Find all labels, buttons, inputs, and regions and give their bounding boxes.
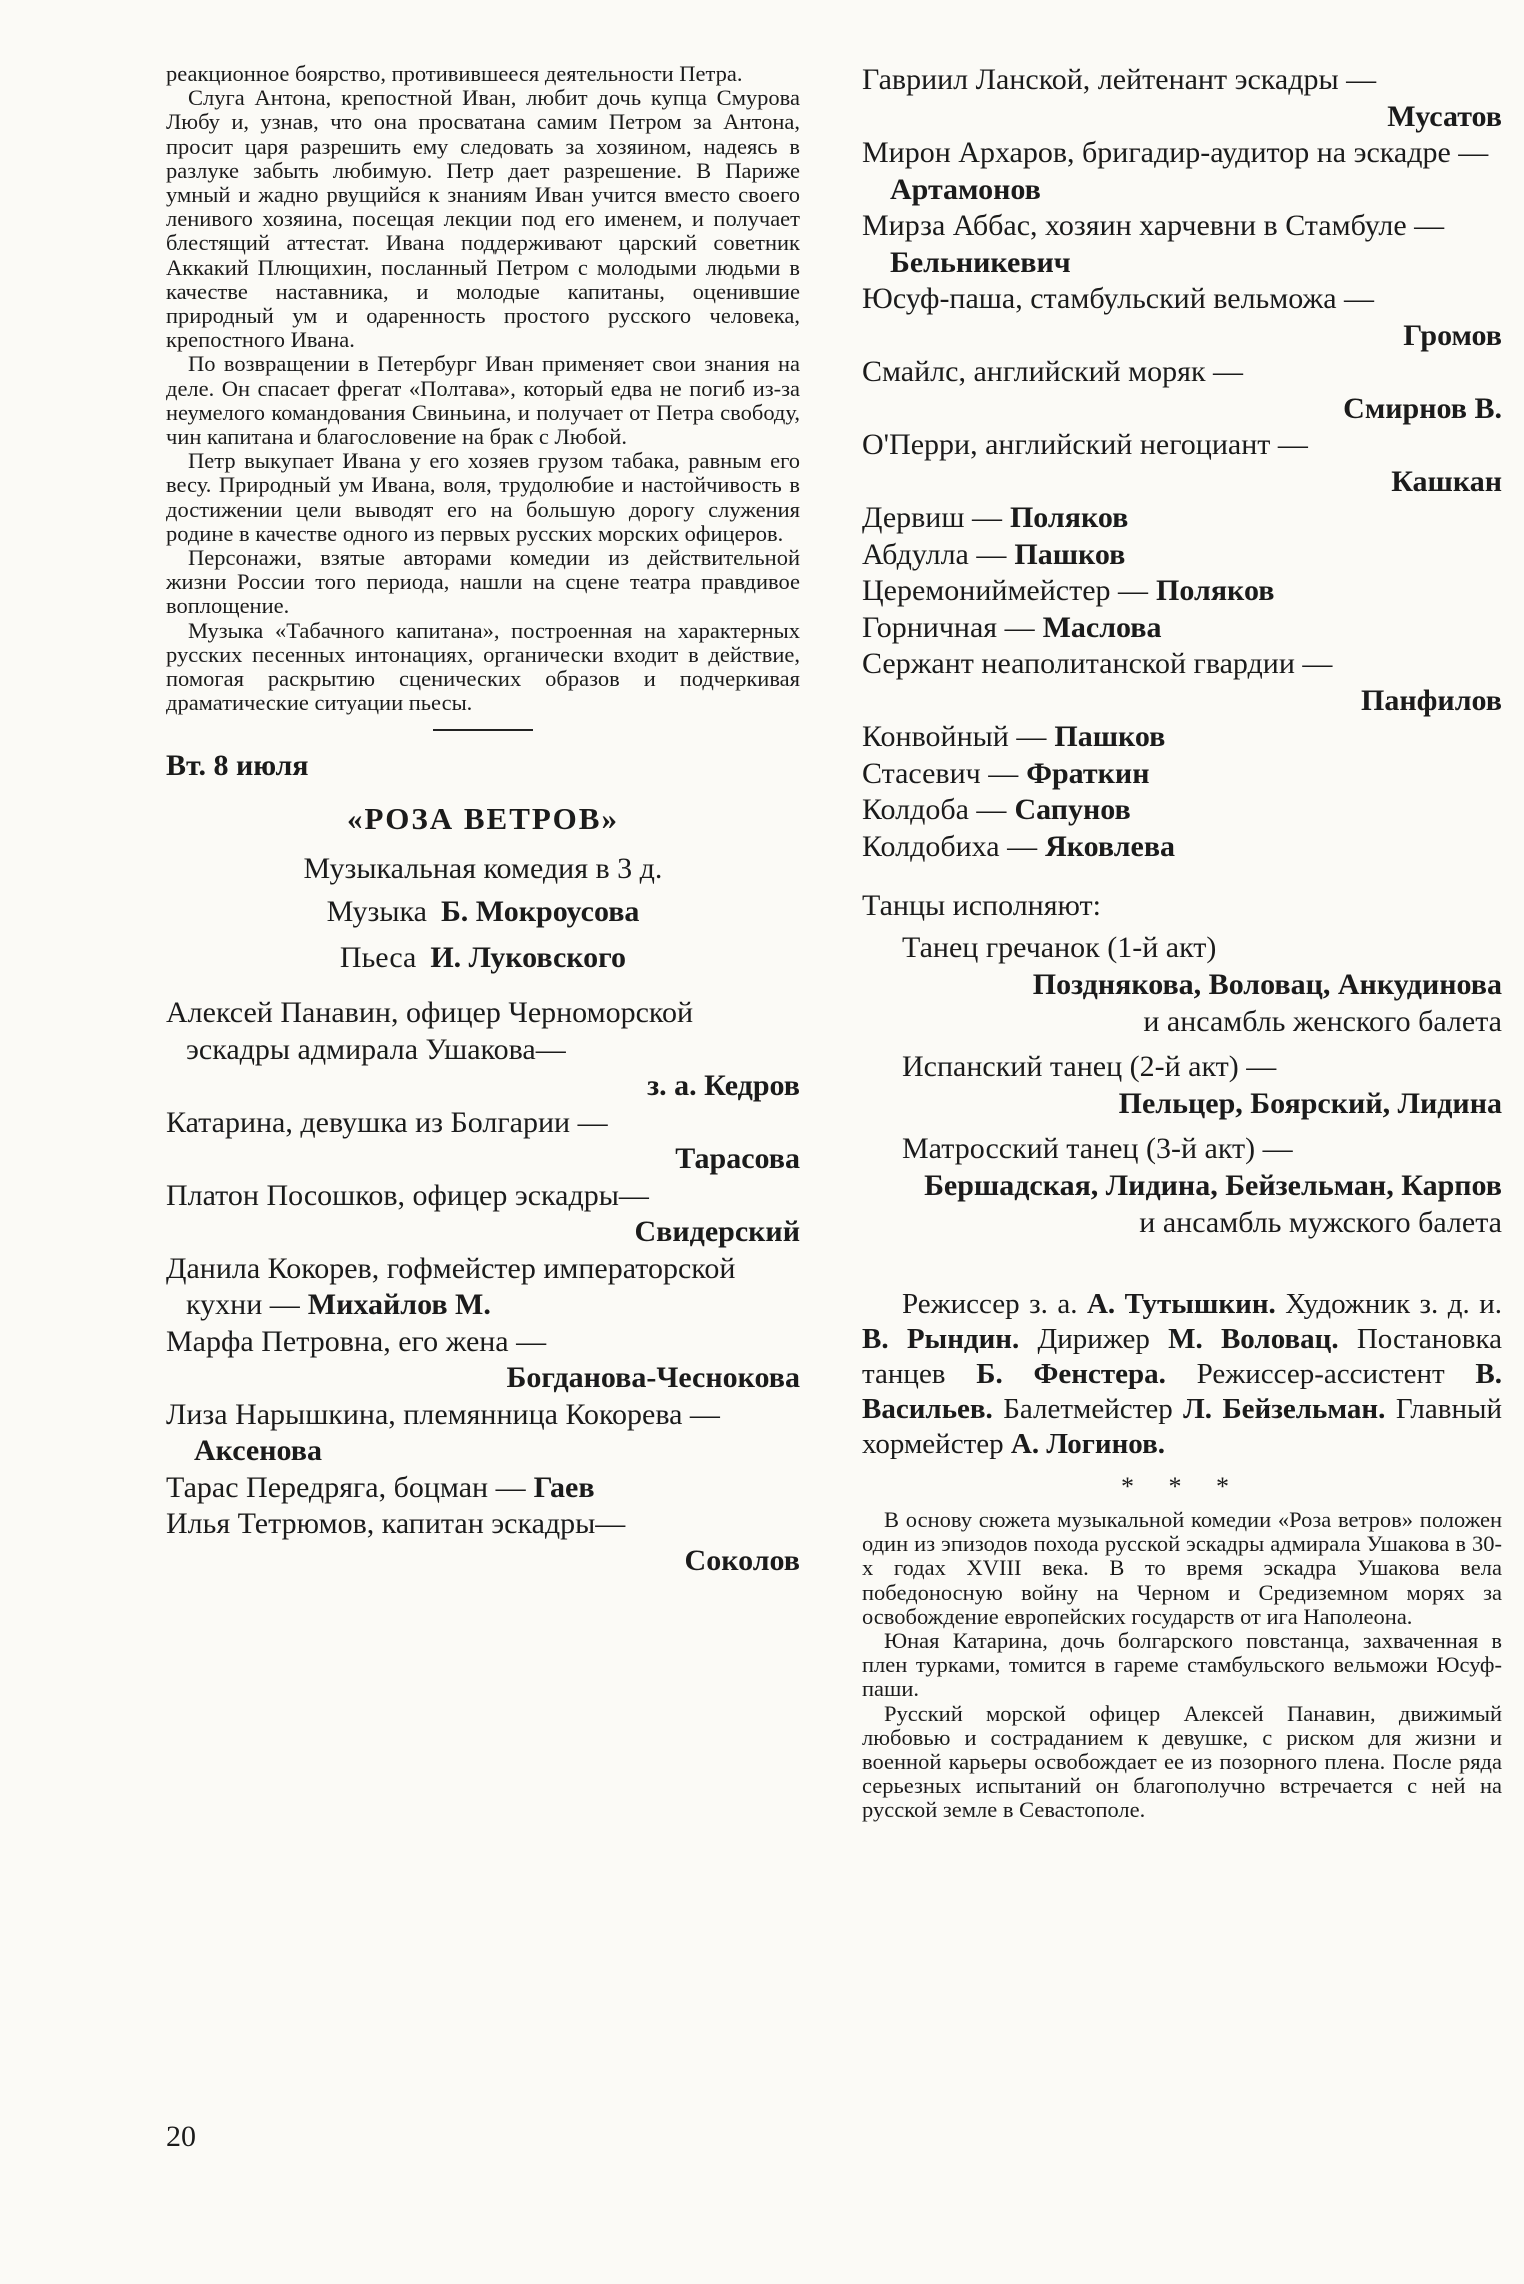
play-author: И. Луковского [430,941,627,975]
cast-role: Дервиш — Поляков [862,501,1129,534]
cast-entry [166,1178,800,1251]
cast-entry [862,719,1502,756]
cast-actor: Панфилов [1361,683,1502,717]
dance-performers: Бершадская, Лидина, Бейзельман, Карпов [924,1169,1502,1202]
synopsis-paragraph: реакционное боярство, противившееся деятельности Петра. [166,61,743,86]
cast-role: Алексей Панавин, офицер Черноморской эскадры адмирала Ушакова— [166,996,694,1066]
play-label: Пьеса [339,941,417,975]
cast-entry [166,995,800,1105]
cast-entry [862,208,1502,281]
cast-role: Тарас Передряга, боцман — Гаев [166,1470,595,1504]
crew-name: А. Логинов. [1010,1428,1165,1460]
music-label: Музыка [326,895,427,929]
cast-entry [862,573,1502,610]
left-column [166,62,800,1579]
crew-role: Постановка танцев [862,1323,1503,1390]
cast-role: Катарина, девушка из Болгарии — [166,1105,608,1139]
crew-role: Художник з. д. и. [1275,1288,1503,1320]
cast-role: Лиза Нарышкина, племянница Кокорева —Аксенова [166,1397,720,1468]
cast-actor: Маслова [1042,610,1162,644]
cast-actor: Фраткин [1026,756,1150,790]
cast-role: Юсуф-паша, стамбульский вельможа — [862,282,1375,315]
crew-name: В. Васильев. [862,1358,1502,1425]
cast-entry [862,354,1502,427]
crew-role: Режиссер-ассистент [1165,1358,1476,1390]
cast-actor: Аксенова [194,1434,322,1468]
cast-actor: Михайлов М. [307,1288,491,1322]
crew-role: Режиссер з. а. [902,1288,1087,1320]
cast-entry [166,1397,800,1470]
cast-entry [862,427,1502,500]
synopsis-paragraph: Петр выкупает Ивана у его хозяев грузом табака, равным его весу. Природный ум Ивана, воля, трудолюбие и настойчивость в достижении цели выводят его на большую дорогу служения родине в качестве одного из первых русских морских офицеров. [166,448,800,546]
cast-entry [862,500,1502,537]
synopsis-paragraph: По возвращении в Петербург Иван применяет свои знания на деле. Он спасает фрегат «Полтава», который едва не погиб из-за неумелого командования Свиньина, и получает от Петра свободу, чин капитана и благословение на брак с Любой. [166,351,800,450]
cast-entry [166,1105,800,1178]
section-separator: * * * [1121,1472,1243,1501]
cast-role: Марфа Петровна, его жена — [166,1324,547,1358]
cast-role: Мирза Аббас, хозяин харчевни в Стамбуле —Бельникевич [862,209,1445,279]
dance-title: Испанский танец (2-й акт) — [902,1050,1277,1083]
cast-role: Абдулла — Пашков [862,537,1126,571]
crew-name: В. Рындин. [862,1323,1020,1355]
cast-role: Сержант неаполитанской гвардии — [862,647,1333,680]
cast-actor: Громов [1403,318,1502,352]
cast-actor: Бельникевич [890,245,1071,279]
cast-actor: Артамонов [890,172,1041,206]
cast-role: Стасевич — Фраткин [862,756,1150,790]
cast-entry [166,1506,800,1579]
dance-gap [862,1040,1502,1048]
page-number: 20 [166,2120,196,2153]
cast-actor: Тарасова [675,1142,800,1176]
cast-role: Колдобиха — Яковлева [862,829,1176,863]
cast-actor: Поляков [1156,574,1275,607]
music-author: Б. Мокроусова [440,895,640,929]
right-column [862,62,1502,1823]
crew-name: Л. Бейзельман. [1183,1393,1386,1425]
crew-name: М. Воловац. [1168,1323,1339,1355]
cast-role: Гавриил Ланской, лейтенант эскадры — [862,63,1377,96]
cast-entry [862,62,1502,135]
cast-role: Конвойный — Пашков [862,720,1166,753]
synopsis-paragraph: Слуга Антона, крепостной Иван, любит дочь купца Смурова Любу и, узнав, что она просватана самим Петром за Антона, просит царя разрешить ему следовать за хозяином, надеясь в разлуке забыть любимую. Петр дает разрешение. В Париже умный и жадно рвущийся к знаниям Иван учится вместо своего ленивого хозяина, посещая лекции под его именем, и получает блестящий аттестат. Ивана поддерживают царский советник Аккакий Плющихин, посланный Петром с молодыми людьми в качестве наставника, и молодые капитаны, оценившие природный ум и одаренность простого русского человека, крепостного Ивана. [166,85,800,353]
cast-entry [862,756,1502,793]
dance-ensemble: и ансамбль женского балета [1143,1005,1502,1038]
cast-actor: Поляков [1009,501,1129,534]
dance-performers: Пельцер, Боярский, Лидина [1118,1087,1502,1120]
crew-role: Главный хормейстер [862,1393,1502,1460]
music-credit [166,889,800,935]
cast-entry [862,281,1502,354]
cast-actor: Пашков [1054,720,1166,753]
cast-role: Данила Кокорев, гофмейстер императорской кухни — Михайлов М. [166,1251,736,1322]
cast-actor: Мусатов [1387,99,1502,133]
cast-actor: Свидерский [634,1215,800,1249]
crew-role: Балетмейстер [992,1393,1184,1425]
crew-name: Б. Фенстера. [976,1358,1166,1390]
cast-actor: Пашков [1014,537,1126,571]
dance-performers: Позднякова, Воловац, Анкудинова [1032,968,1502,1001]
cast-role: Илья Тетрюмов, капитан эскадры— [166,1507,626,1541]
cast-role: Мирон Архаров, бригадир-аудитор на эскадре —Артамонов [862,136,1489,206]
cast-actor: Кашкан [1391,464,1502,498]
cast-entry [862,610,1502,647]
cast-role: Платон Посошков, офицер эскадры— [166,1178,649,1212]
show-genre: Музыкальная комедия в 3 д. [303,852,663,886]
show-title: «РОЗА ВЕТРОВ» [347,801,619,837]
cast-role: Церемониймейстер — Поляков [862,574,1275,607]
dances-list [862,929,1502,1241]
cast-actor: Гаев [533,1470,595,1504]
cast-entry [166,1251,800,1324]
dance-ensemble: и ансамбль мужского балета [1139,1206,1502,1239]
cast-entry [862,646,1502,719]
cast-actor: Богданова-Чеснокова [506,1361,800,1395]
cast-actor: Яковлева [1045,829,1176,863]
crew-role: Дирижер [1019,1323,1169,1355]
cast-list-part-2 [862,62,1502,865]
cast-actor: з. а. Кедров [647,1069,800,1103]
cast-role: Колдоба — Сапунов [862,793,1131,826]
cast-actor: Соколов [684,1543,800,1577]
dance-title: Матросский танец (3-й акт) — [902,1132,1293,1165]
dance-gap [862,1122,1502,1130]
production-crew [862,1287,1502,1462]
cast-role: Смайлс, английский моряк — [862,355,1244,388]
cast-entry [166,1324,800,1397]
synopsis-paragraph: Музыка «Табачного капитана», построенная на характерных русских песенных интонациях, органически входит в действие, помогая раскрытию сценических образов и подчеркивая драматические ситуации пьесы. [166,617,800,716]
cast-list-part-1 [166,995,800,1579]
cast-entry [862,135,1502,208]
performance-date: Вт. 8 июля [166,749,309,783]
dance-title: Танец гречанок (1-й акт) [902,931,1217,964]
cast-entry [862,792,1502,829]
synopsis-paragraph: Юная Катарина, дочь болгарского повстанца, захваченная в плен турками, томится в гареме стамбульского вельможи Юсуф-паши. [862,1628,1502,1702]
section-divider [433,729,533,731]
synopsis-paragraph: Персонажи, взятые авторами комедии из действительной жизни России того периода, нашли на сцене театра правдивое воплощение. [166,545,800,619]
cast-role: О'Перри, английский негоциант — [862,428,1308,461]
cast-entry [166,1470,800,1507]
cast-entry [862,829,1502,866]
left-synopsis [166,62,800,715]
cast-actor: Сапунов [1014,793,1131,826]
crew-name: А. Тутышкин. [1086,1288,1276,1320]
cast-role: Горничная — Маслова [862,610,1162,644]
play-credit [166,935,800,981]
cast-actor: Смирнов В. [1343,391,1502,425]
synopsis-paragraph: Русский морской офицер Алексей Панавин, движимый любовью и состраданием к девушке, с риском для жизни и военной карьеры освобождает ее из позорного плена. После ряда серьезных испытаний он благополучно встречается с ней на русской земле в Севастополе. [862,1700,1502,1823]
cast-entry [862,537,1502,574]
synopsis-paragraph: В основу сюжета музыкальной комедии «Роза ветров» положен один из эпизодов похода русской эскадры адмирала Ушакова в 30-х годах XVIII века. В то время эскадра Ушакова вела победоносную войну на Черном и Средиземном морях за освобождение европейских государств от ига Наполеона. [862,1507,1502,1629]
right-synopsis [862,1508,1502,1823]
dances-heading: Танцы исполняют: [862,889,1101,922]
